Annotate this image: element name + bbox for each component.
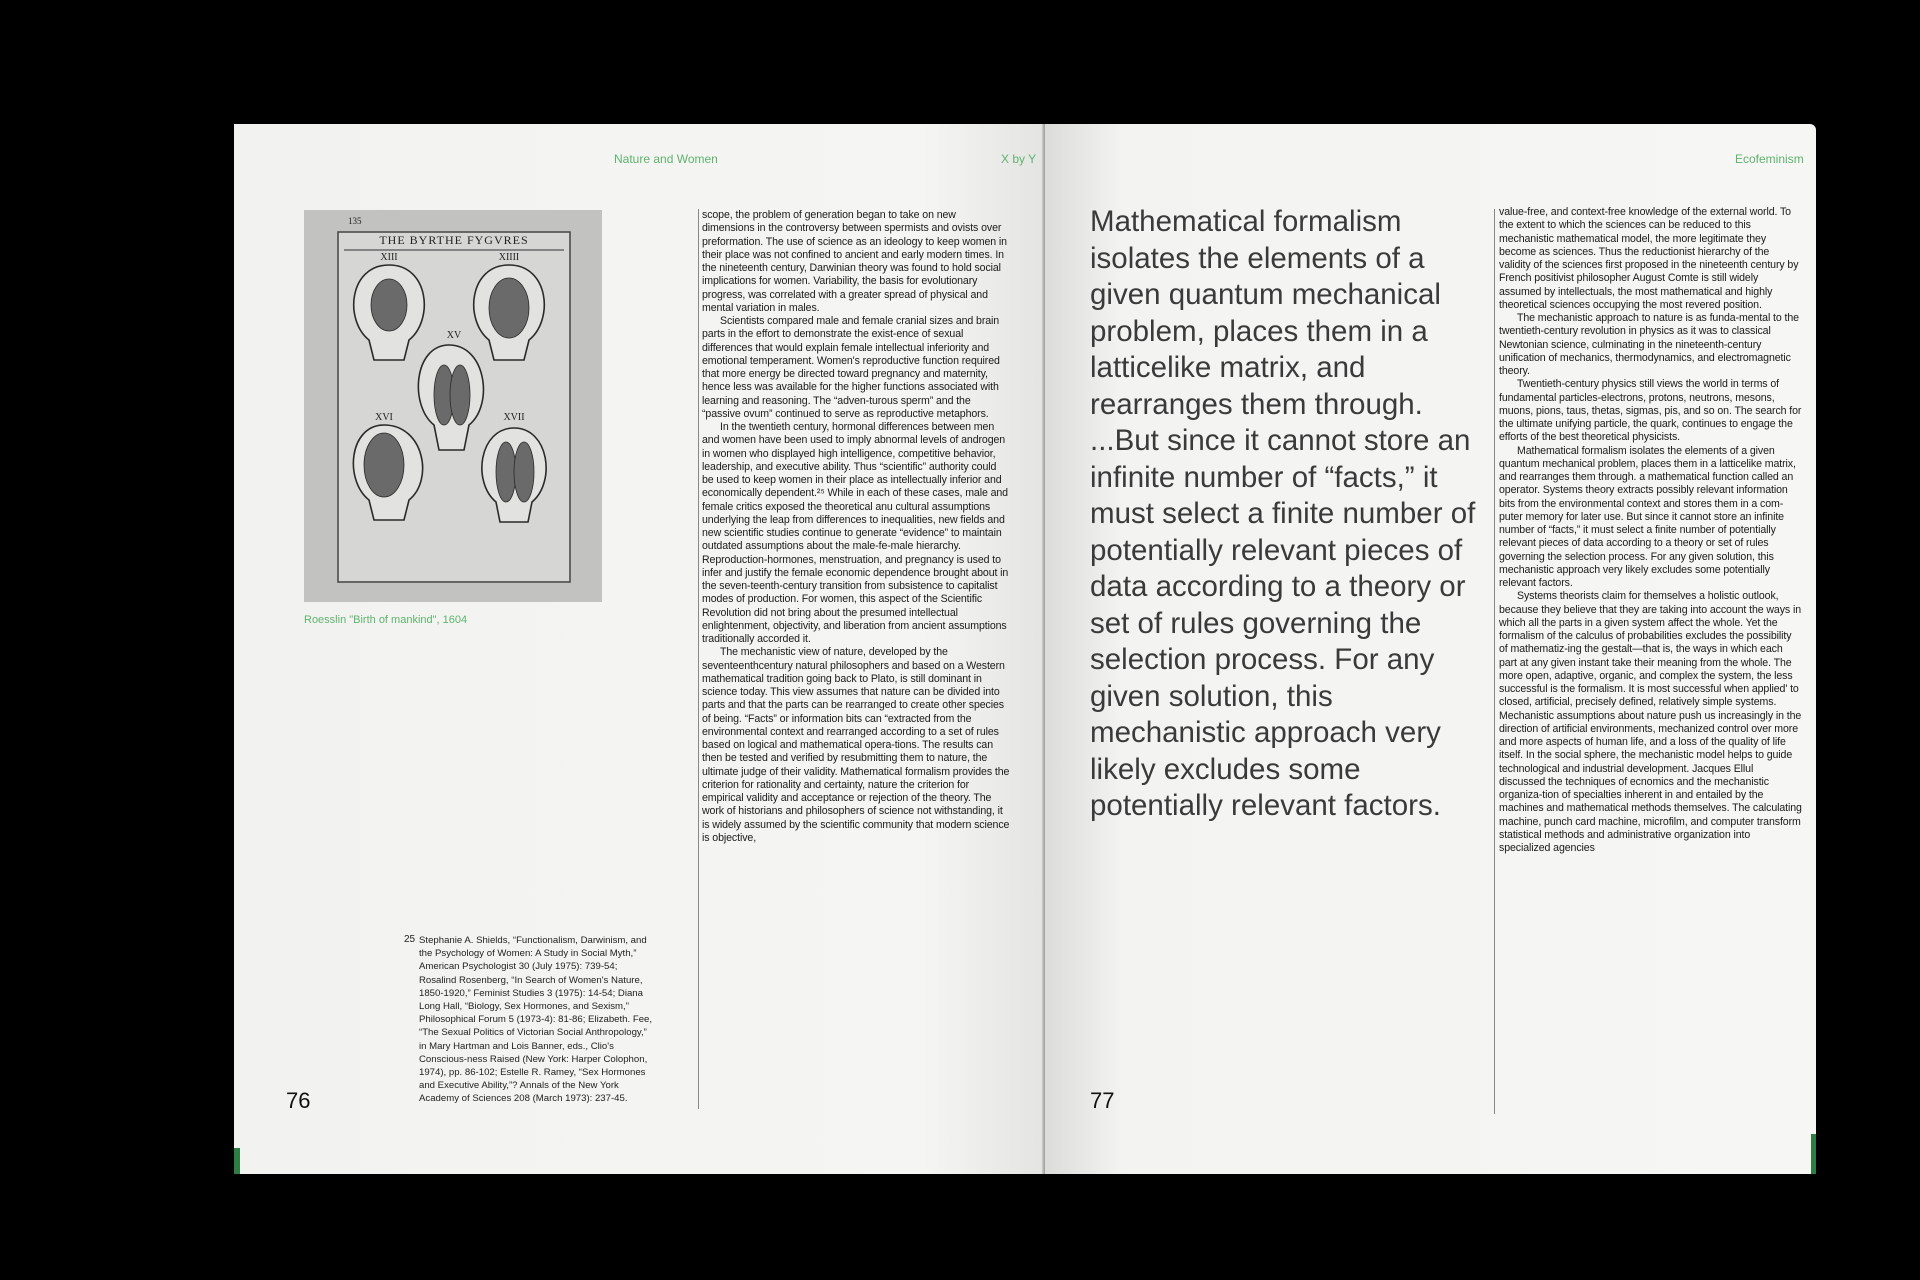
paragraph: The mechanistic approach to nature is as funda-mental to the twentieth-century revolution in physics as it was to classical Newtonian science, culminating in the nineteenth-century unification of mechanics, thermodynamics, and electromagnetic theory.: [1499, 312, 1799, 377]
paragraph: value-free, and context-free knowledge of the external world. To the extent to which the sciences can be reduced to this mechanistic mathematical model, the more legitimate they become as sciences. Thus the reductionist hierarchy of the validity of the sciences first proposed in the nineteenth century by French positivist philosopher August Comte is still widely assumed by intellectuals, the most mathematical and highly theoretical sciences occupying the most revered position.: [1499, 206, 1799, 311]
running-header-series: X by Y: [1001, 152, 1037, 166]
page-edge-marker: [1811, 1134, 1816, 1174]
figure-label-5: XVII: [503, 412, 525, 423]
page-number-right: 77: [1090, 1088, 1115, 1113]
paragraph: Scientists compared male and female cranial sizes and brain parts in the effort to demonstrate the exist-ence of sexual differences that would explain female intellectual inferiority and emotional temperament. Women's reproductive function required that more energy be directed toward pregnancy and maternity, hence less was available for the higher functions associated with learning and reasoning. The “adven-turous sperm” and the “passive ovum” continued to serve as reproductive metaphors.: [702, 315, 1000, 420]
running-header-left: Nature and Women: [614, 152, 718, 166]
left-page: [234, 124, 1044, 1174]
paragraph: scope, the problem of generation began to take on new dimensions in the controversy between spermists and ovists over preformation. The use of science as an ideology to keep women in their place was not confined to ancient and early modern times. In the nineteenth century, Darwinian theory was found to hold social implications for women. Variability, the basis for evolutionary progress, was correlated with a greater spread of physical and mental variation in males.: [702, 209, 1007, 314]
right-page: [1045, 124, 1816, 1174]
body-column-left: [702, 209, 1010, 845]
body-column-right: [1499, 206, 1802, 855]
column-rule-right: [1494, 209, 1495, 1114]
footnote-number: 25: [404, 934, 416, 945]
footnote-text: Stephanie A. Shields, “Functionalism, Darwinism, and the Psychology of Women: A Study in Social Myth,” American Psychologist 30 (July 1975): 739-54; Rosalind Rosenberg, “In Search of Women's Nature, 1850-1920,” Feminist Studies 3 (1975): 14-54; Diana Long Hall, “Biology, Sex Hormones, and Sexism,” Philosophical Forum 5 (1973-4): 81-86; Elizabeth. Fee, “The Sexual Politics of Victorian Social Anthropology,” in Mary Hartman and Lois Banner, eds., Clio's Conscious-ness Raised (New York: Harper Colophon, 1974), pp. 86-102; Estelle R. Ramey, “Sex Hormones and Executive Ability,”? Annals of the New York Academy of Sciences 208 (March 1973): 237-45.: [419, 935, 653, 1105]
figure-caption: Roesslin "Birth of mankind", 1604: [304, 614, 468, 626]
figure-label-4: XVI: [375, 412, 393, 423]
plate-title: THE BYRTHE FYGVRES: [379, 233, 529, 247]
figure-label-3: XV: [446, 330, 462, 341]
page-edge-marker: [234, 1148, 240, 1174]
paragraph: Mathematical formalism isolates the elements of a given quantum mechanical problem, places them in a latticelike matrix, and rearranges them through. a mathematical function called an operator. Systems theory extracts possibly relevant information bits from the environmental context and stores them in a com-puter memory for later use. But since it cannot store an infinite number of “facts,” it must select a finite number of potentially relevant pieces of data according to a theory or set of rules governing the selection process. For any given solution, this mechanistic approach very likely excludes some potentially relevant factors.: [1499, 444, 1796, 589]
pull-quote: Mathematical formalism isolates the elements of a given quantum mechanical problem, places them in a latticelike matrix, and rearranges them through. ...But since it cannot store an infinite number of “facts,” it must select a finite number of potentially relevant pieces of data according to a theory or set of rules governing the selection process. For any given solution, this mechanistic approach very likely excludes some potentially relevant factors.: [1090, 205, 1476, 822]
figure-label-1: XIII: [380, 252, 398, 263]
book-spread: [234, 124, 1816, 1174]
plate-corner-number: 135: [348, 216, 362, 226]
figure-label-2: XIIII: [498, 252, 520, 263]
running-header-right: Ecofeminism: [1735, 152, 1804, 166]
paragraph: Twentieth-century physics still views the world in terms of fundamental particles-electrons, protons, neutrons, mesons, muons, pions, taus, thetas, sigmas, pis, and so on. The search for the ultimate unifying particle, the quark, continues to engage the efforts of the best theoretical physicists.: [1499, 378, 1802, 444]
paragraph: Systems theorists claim for themselves a holistic outlook, because they believe that they are taking into account the ways in which all the parts in a given system affect the whole. Yet the formalism of the calculus of probabilities excludes the possibility of mathematiz-ing the gestalt—that is, the ways in which each part at any given instant take their meaning from the whole. The more open, adaptive, organic, and complex the system, the less successful is the formalism. It is most successful when applied' to closed, artificial, precisely defined, relatively simple systems. Mechanistic assumptions about nature push us increasingly in the direction of artificial environments, mechanized control over more and more aspects of human life, and a loss of the quality of life itself. In the social sphere, the mechanistic model helps to guide technological and industrial development. Jacques Ellul discussed the techniques of ecnomics and the mechanistic organiza-tion of specialties inherent in and entailed by the machines and mathematical methods themselves. The calculating machine, punch card machine, microfilm, and computer transform statistical methods and administrative organization into specialized agencies: [1499, 590, 1802, 854]
page-number-left: 76: [286, 1088, 311, 1113]
woodcut-illustration: [304, 210, 602, 602]
paragraph: In the twentieth century, hormonal differences between men and women have been used to imply abnormal levels of androgen in women who displayed high intelligence, competitive behavior, leadership, and executive ability. Thus “scientific” authority could be used to keep women in their place as intellectually inferior and economically dependent.²⁵ While in each of these cases, male and female critics exposed the theoretical anu cultural assumptions underlying the leap from differences to inequalities, new fields and new scientific studies continue to generate “evidence” to maintain outdated assumptions about the male-fe-male hierarchy. Reproduction-hormones, menstruation, and pregnancy is used to infer and justify the female economic dependence brought about in the seven-teenth-century transition from subsistence to capitalist modes of production. For women, this aspect of the Scientific Revolution did not bring about the presumed intellectual enlightenment, objectivity, and liberation from ancient assumptions traditionally accorded it.: [702, 421, 1009, 645]
column-rule-left: [698, 209, 699, 1109]
paragraph: The mechanistic view of nature, developed by the seventeenthcentury natural philosophers and based on a Western mathematical tradition going back to Plato, is still dominant in science today. This view assumes that nature can be divided into parts and that the parts can be rearranged to create other species of being. “Facts” or information bits can “extracted from the environmental context and rearranged according to a set of rules based on logical and mathematical opera-tions. The results can then be tested and verified by resubmitting them to nature, the ultimate judge of their validity. Mathematical formalism provides the criterion for rationality and certainty, nature the criterion for empirical validity and acceptance or rejection of the theory. The work of historians and philosophers of science not withstanding, it is widely assumed by the scientific community that modern science is objective,: [702, 646, 1010, 844]
